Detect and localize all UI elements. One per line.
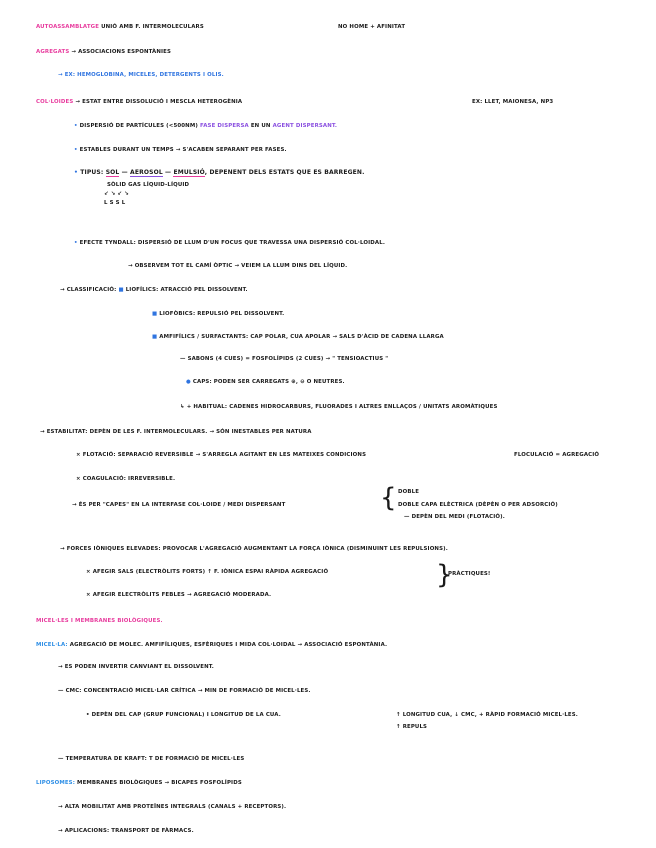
note-line: • DISPERSIÓ DE PARTÍCULES (<500NM) FASE DISPERSA EN UN AGENT DISPERSANT. — [74, 123, 338, 129]
note-line: AGREGATS → ASSOCIACIONS ESPONTÀNIES — [36, 49, 172, 55]
note-line: ■ AMFIFÍLICS / SURFACTANTS: CAP POLAR, CUA APOLAR → SALS D'ÀCID DE CADENA LLARGA — [152, 334, 444, 340]
note-line: ↑ REPULS — [396, 724, 428, 730]
bullet-icon: • — [74, 147, 80, 153]
bullet-icon: • — [74, 169, 81, 176]
note-line: — SABONS (4 CUES) = FOSFOLÍPIDS (2 CUES) → " TENSIOACTIUS " — [180, 356, 389, 362]
note-line: → OBSERVEM TOT EL CAMÍ ÒPTIC → VEIEM LA LLUM DINS DEL LÍQUID. — [128, 263, 348, 269]
note-line: • TIPUS: SOL — AEROSOL — EMULSIÓ, DEPENENT DELS ESTATS QUE ES BARREGEN. — [74, 169, 365, 176]
curly-brace-icon: { — [380, 483, 397, 513]
note-line: • EFECTE TYNDALL: DISPERSIÓ DE LLUM D'UN FOCUS QUE TRAVESSA UNA DISPERSIÓ COL·LOIDAL. — [74, 240, 386, 246]
note-line: — CMC: CONCENTRACIÓ MICEL·LAR CRÍTICA → MIN DE FORMACIÓ DE MICEL·LES. — [58, 688, 311, 694]
note-line: • DEPÈN DEL CAP (GRUP FUNCIONAL) I LONGITUD DE LA CUA. — [86, 712, 281, 718]
note-line: × AFEGIR SALS (ELECTRÒLITS FORTS) ↑ F. IÒNICA ESPAI RÀPIDA AGREGACIÓ — [86, 569, 329, 575]
note-line: — DEPÈN DEL MEDI (FLOTACIÓ). — [404, 514, 505, 520]
note-line: LIPOSOMES: MEMBRANES BIOLÒGIQUES → BICAPES FOSFOLÍPIDS — [36, 780, 242, 786]
bullet-icon: • — [74, 240, 80, 246]
note-line-right: PRÀCTIQUES! — [448, 571, 491, 577]
note-line: → ÉS PER "CAPES" EN LA INTERFASE COL·LOIDE / MEDI DISPERSANT — [72, 502, 286, 508]
square-bullet-icon: ■ — [118, 287, 124, 293]
note-line: L S S L — [104, 200, 126, 206]
note-line: ● CAPS: PODEN SER CARREGATS ⊕, ⊖ O NEUTRES. — [186, 379, 345, 385]
note-line: DOBLE — [398, 489, 420, 495]
note-line: → EX: HEMOGLOBINA, MICELES, DETERGENTS I OLIS. — [58, 72, 224, 78]
note-line: → FORCES IÒNIQUES ELEVADES: PROVOCAR L'AGREGACIÓ AUGMENTANT LA FORÇA IÒNICA (DISMINUINT LES REPULSIONS). — [60, 546, 448, 552]
note-line: AUTOASSAMBLATGE UNIÓ AMB F. INTERMOLECULARS — [36, 24, 204, 30]
note-line-right: NO HOME + AFINITAT — [338, 24, 406, 30]
note-line: → ALTA MOBILITAT AMB PROTEÏNES INTEGRALS (CANALS + RECEPTORS). — [58, 804, 287, 810]
note-line: COL·LOIDES → ESTAT ENTRE DISSOLUCIÓ I MESCLA HETEROGÈNIA — [36, 99, 243, 105]
note-line: ↙ ↘ ↙ ↘ — [104, 191, 129, 197]
note-line: — TEMPERATURA DE KRAFT: T DE FORMACIÓ DE MICEL·LES — [58, 756, 245, 762]
note-line: MICEL·LES I MEMBRANES BIOLÒGIQUES. — [36, 618, 163, 624]
note-line: → CLASSIFICACIÓ: ■ LIOFÍLICS: ATRACCIÓ PEL DISSOLVENT. — [60, 287, 248, 293]
note-line-right: FLOCULACIÓ = AGREGACIÓ — [514, 452, 600, 458]
note-line: ↳ + HABITUAL: CADENES HIDROCARBURS, FLUORADES I ALTRES ENLLAÇOS / UNITATS AROMÀTIQUES — [180, 404, 498, 410]
note-line-right: ↑ LONGITUD CUA, ↓ CMC, + RÀPID FORMACIÓ MICEL·LES. — [396, 712, 578, 718]
note-line: DOBLE CAPA ELÈCTRICA (DÈPÈN O PER ADSORCIÓ) — [398, 502, 558, 508]
note-line: SÒLID GAS LÍQUID-LÍQUID — [107, 182, 190, 188]
note-line: MICEL·LA: AGREGACIÓ DE MOLEC. AMFIFÍLIQUES, ESFÈRIQUES I MIDA COL·LOIDAL → ASSOCIACIÓ ESPONTÀNIA. — [36, 642, 388, 648]
curly-brace-icon: } — [436, 560, 453, 590]
note-line: × FLOTACIÓ: SEPARACIÓ REVERSIBLE → S'ARREGLA AGITANT EN LES MATEIXES CONDICIONS — [76, 452, 367, 458]
bullet-icon: • — [74, 123, 80, 129]
note-line: → ES PODEN INVERTIR CANVIANT EL DISSOLVENT. — [58, 664, 214, 670]
note-line: × COAGULACIÓ: IRREVERSIBLE. — [76, 476, 176, 482]
note-line: • ESTABLES DURANT UN TEMPS → S'ACABEN SEPARANT PER FASES. — [74, 147, 287, 153]
note-line: ■ LIOFÒBICS: REPULSIÓ PEL DISSOLVENT. — [152, 311, 285, 317]
bullet-icon: ● — [186, 379, 191, 385]
note-line: → APLICACIONS: TRANSPORT DE FÀRMACS. — [58, 828, 194, 834]
note-line-right: EX: LLET, MAIONESA, NP3 — [472, 99, 554, 105]
square-bullet-icon: ■ — [152, 311, 158, 317]
note-line: × AFEGIR ELECTRÒLITS FEBLES → AGREGACIÓ MODERADA. — [86, 592, 272, 598]
note-line: → ESTABILITAT: DEPÈN DE LES F. INTERMOLECULARS. → SÓN INESTABLES PER NATURA — [40, 429, 312, 435]
square-bullet-icon: ■ — [152, 334, 158, 340]
